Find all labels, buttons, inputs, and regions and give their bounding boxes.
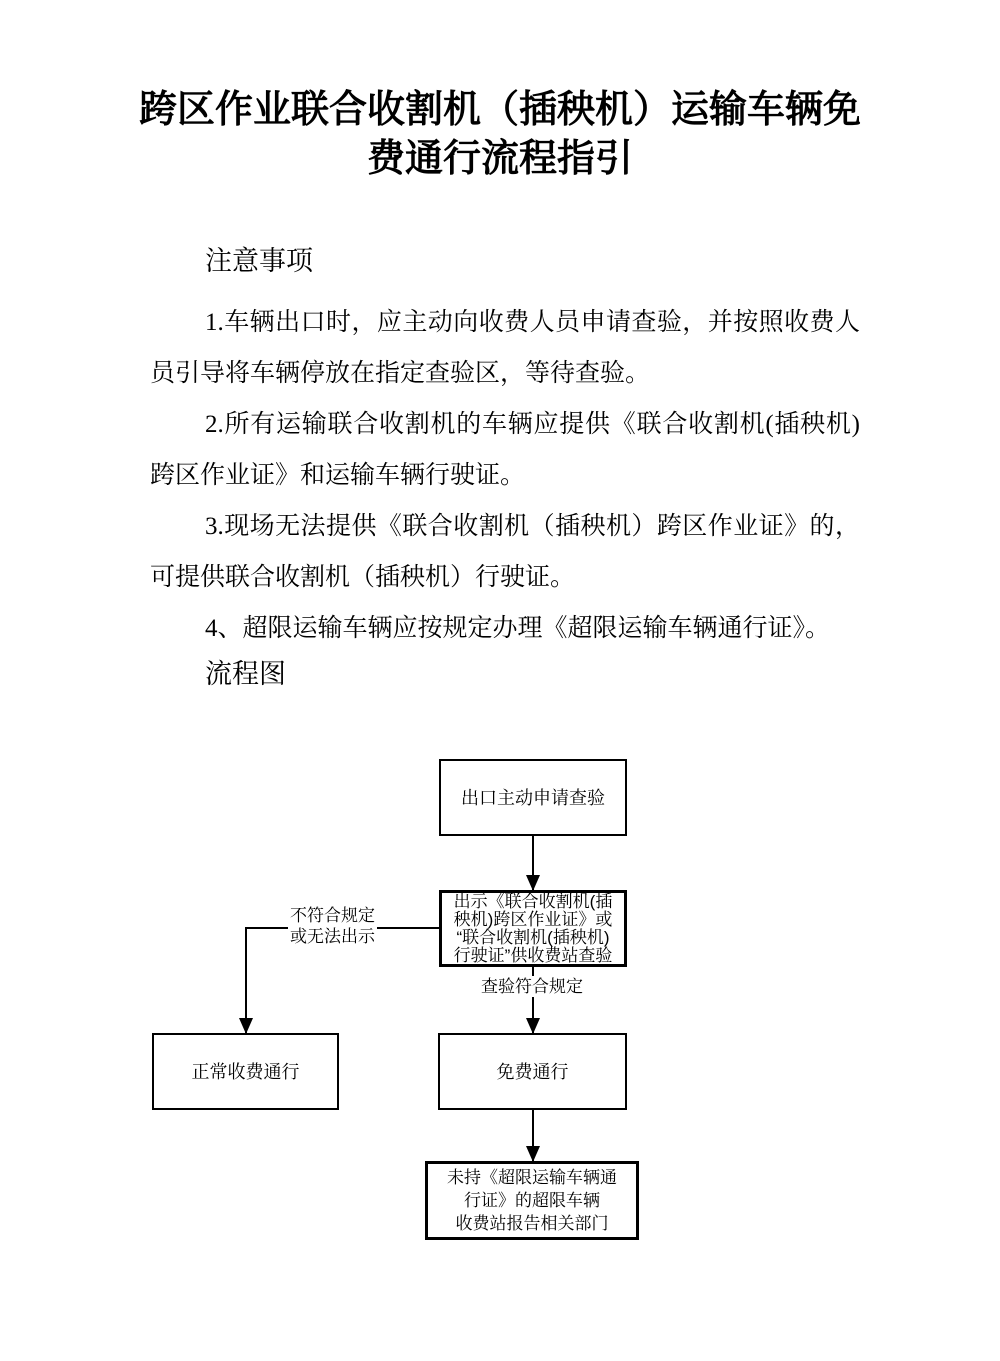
flow-node-exit-request	[439, 759, 627, 836]
flow-node-present-line4: 行驶证”供收费站查验	[453, 945, 613, 965]
flowchart	[0, 745, 1000, 1285]
flow-node-present-line1: 出示《联合收割机(插	[453, 891, 613, 911]
page-title-line1: 跨区作业联合收割机（插秧机）运输车辆免	[138, 89, 861, 131]
edge-label-reject-line2: 或无法出示	[290, 927, 375, 946]
note-item-1: 1.车辆出口时，应主动向收费人员申请查验，并按照收费人员引导将车辆停放在指定查验区，等待查验。	[150, 309, 860, 387]
notes-body	[150, 297, 860, 654]
flow-node-overlimit-line3: 收费站报告相关部门	[455, 1214, 609, 1233]
page-title	[0, 0, 1000, 184]
flow-node-present-line2: 秧机)跨区作业证》或	[453, 909, 613, 929]
edge-label-reject-line1: 不符合规定	[290, 906, 375, 925]
flow-node-overlimit-line1: 未持《超限运输车辆通	[447, 1168, 617, 1187]
flow-node-free-pass-text: 免费通行	[496, 1061, 569, 1082]
flow-node-free-pass	[438, 1033, 627, 1110]
edge-label-reject	[288, 905, 377, 947]
flowchart-heading: 流程图	[205, 659, 286, 689]
flow-node-normal-toll-text: 正常收费通行	[191, 1061, 300, 1082]
note-item-3: 3.现场无法提供《联合收割机（插秧机）跨区作业证》的，可提供联合收割机（插秧机）行驶证。	[150, 513, 860, 591]
flow-node-normal-toll	[152, 1033, 339, 1110]
notes-heading: 注意事项	[205, 246, 313, 276]
flow-node-overlimit-report	[425, 1161, 639, 1240]
page-title-line2: 费通行流程指引	[366, 138, 633, 180]
flow-node-present-certificates	[439, 890, 627, 967]
note-item-4: 4、超限运输车辆应按规定办理《超限运输车辆通行证》。	[205, 615, 831, 642]
edge-label-pass: 查验符合规定	[481, 977, 583, 996]
note-item-2: 2.所有运输联合收割机的车辆应提供《联合收割机(插秧机)跨区作业证》和运输车辆行驶证。	[150, 411, 860, 489]
flow-node-present-line3: “联合收割机(插秧机)	[456, 927, 610, 947]
flow-node-exit-request-text: 出口主动申请查验	[461, 787, 605, 808]
flow-node-overlimit-line2: 行证》的超限车辆	[464, 1191, 600, 1210]
